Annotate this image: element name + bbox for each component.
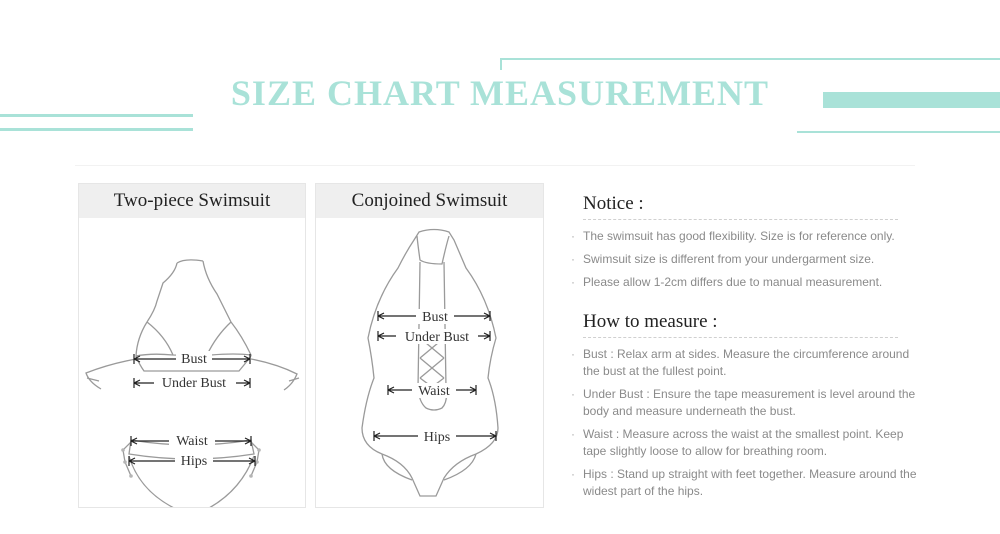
under-bust-label: Under Bust [161,376,227,391]
notice-item: · Swimsuit size is different from your undergarment size. [583,251,918,268]
two-piece-panel [78,183,306,508]
two-piece-title: Two-piece Swimsuit [79,184,305,218]
deco-line-right-bottom [797,131,1000,133]
conjoined-title: Conjoined Swimsuit [316,184,543,218]
how-to-item: · Under Bust : Ensure the tape measurement is level around the body and measure underneath the bust. [583,386,918,420]
how-to-item: · Waist : Measure across the waist at the smallest point. Keep tape slightly loose to allow for breathing room. [583,426,918,460]
page-title: SIZE CHART MEASUREMENT [0,72,1000,114]
notice-separator [583,219,898,220]
deco-line-top-right [500,58,1000,60]
how-to-item: · Bust : Relax arm at sides. Measure the circumference around the bust at the fullest point. [583,346,918,380]
how-to-list [583,346,918,500]
deco-line-left-2 [0,128,193,131]
bust-label: Bust [181,352,207,367]
how-to-measure-title: How to measure : [583,311,718,332]
divider [75,165,915,166]
size-notes [583,193,918,506]
how-to-item: · Hips : Stand up straight with feet together. Measure around the widest part of the hips. [583,466,918,500]
under-bust-label: Under Bust [404,330,470,345]
conjoined-panel [315,183,544,508]
notice-title: Notice : [583,193,644,214]
two-piece-swimsuit-illustration [79,218,305,507]
how-to-separator [583,337,898,338]
waist-label: Waist [418,384,450,399]
hips-label: Hips [423,430,451,445]
conjoined-swimsuit-illustration [316,218,543,507]
deco-line-left-1 [0,114,193,117]
bust-label: Bust [422,310,448,325]
notice-list [583,228,918,291]
hips-label: Hips [180,454,208,469]
notice-item: · Please allow 1-2cm differs due to manual measurement. [583,274,918,291]
waist-label: Waist [176,434,208,449]
notice-item: · The swimsuit has good flexibility. Size is for reference only. [583,228,918,245]
